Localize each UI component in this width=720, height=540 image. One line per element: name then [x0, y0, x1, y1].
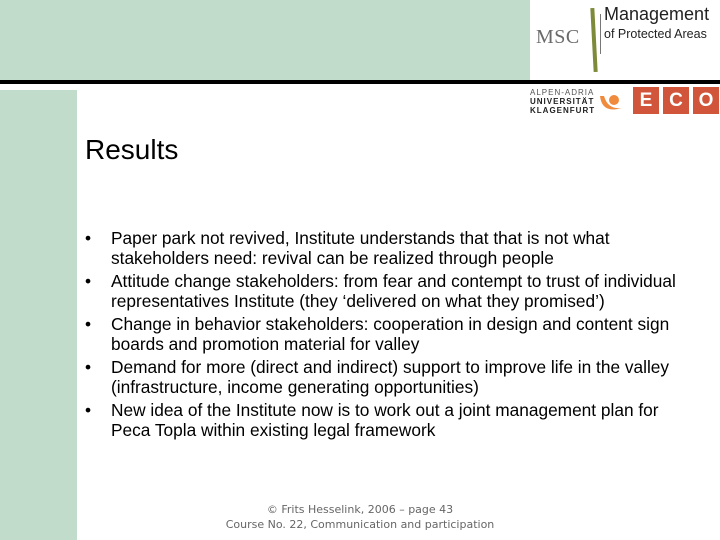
bullet-icon: • [85, 228, 92, 248]
university-line-2: UNIVERSITÄT [530, 97, 595, 106]
footer-course: Course No. 22, Communication and participation [225, 518, 495, 531]
list-item-text: Demand for more (direct and indirect) support to improve life in the valley (infrastructure, income generating opportunities) [111, 357, 670, 397]
msc-logo-title: Management [604, 4, 710, 24]
eco-logo-c: C [663, 87, 689, 114]
header-band [0, 0, 530, 80]
msc-logo-subtitle: of Protected Areas [604, 27, 707, 41]
list-item-text: Paper park not revived, Institute understands that that is not what stakeholders need: revival can be realized through people [111, 228, 610, 268]
msc-logo [530, 0, 720, 78]
university-line-3: KLAGENFURT [530, 106, 596, 115]
list-item-text: Attitude change stakeholders: from fear and contempt to trust of individual representatives Institute (they ‘delivered on what they promised’) [111, 271, 676, 311]
msc-logo-text: MSC [536, 26, 580, 48]
list-item [85, 272, 681, 311]
msc-logo-divider [600, 14, 601, 54]
list-item [85, 358, 681, 397]
bullet-icon: • [85, 400, 92, 420]
list-item [85, 229, 681, 268]
list-item [85, 315, 681, 354]
slide-title: Results [85, 134, 179, 165]
university-line-1: ALPEN-ADRIA [530, 88, 595, 97]
header-divider [0, 80, 720, 84]
list-item-text: New idea of the Institute now is to work out a joint management plan for Peca Topla within existing legal framework [111, 400, 659, 440]
bullet-icon: • [85, 271, 92, 291]
msc-logo-stem-icon [590, 8, 597, 72]
left-accent-strip [0, 90, 77, 540]
list-item [85, 401, 681, 440]
list-item-text: Change in behavior stakeholders: cooperation in design and content sign boards and promotion material for valley [111, 314, 670, 354]
results-list [85, 229, 685, 444]
eco-logo-o: O [693, 87, 719, 114]
bullet-icon: • [85, 357, 92, 377]
university-logo [530, 88, 595, 115]
university-emblem-icon [596, 88, 628, 116]
eco-logo-e: E [633, 87, 659, 114]
footer-copyright: © Frits Hesselink, 2006 – page 43 [266, 503, 454, 516]
bullet-icon: • [85, 314, 92, 334]
